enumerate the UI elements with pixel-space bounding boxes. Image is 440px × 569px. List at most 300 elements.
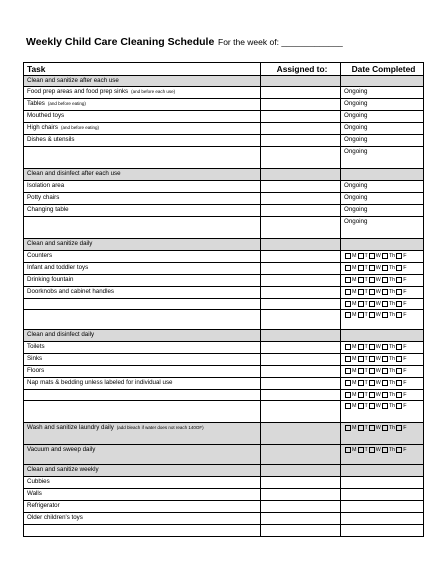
date-completed-cell[interactable] <box>341 99 424 111</box>
day-checkbox[interactable] <box>382 368 388 374</box>
day-label: T <box>364 312 368 318</box>
day-label: Th <box>388 289 396 295</box>
day-checkbox[interactable] <box>396 447 402 453</box>
task-note: (and before eating) <box>47 101 86 106</box>
day-checkbox[interactable] <box>358 368 364 374</box>
assigned-cell[interactable] <box>261 111 341 123</box>
assigned-cell[interactable] <box>261 330 341 342</box>
assigned-cell[interactable] <box>261 342 341 354</box>
task-cell <box>24 193 261 205</box>
section-label: Clean and sanitize weekly <box>27 466 99 473</box>
day-label: M <box>352 301 357 307</box>
day-label: F <box>403 380 407 386</box>
day-checkbox[interactable] <box>382 277 388 283</box>
day-checkbox[interactable] <box>396 312 402 318</box>
task-cell <box>24 169 261 181</box>
task-label: Counters <box>27 252 53 259</box>
day-checkbox[interactable] <box>396 253 402 259</box>
date-completed-cell[interactable] <box>341 287 424 299</box>
date-completed-cell[interactable] <box>341 330 424 342</box>
date-completed-cell[interactable] <box>341 147 424 169</box>
assigned-cell[interactable] <box>261 87 341 99</box>
section-label: Clean and sanitize daily <box>27 240 93 247</box>
day-checkbox[interactable] <box>345 277 351 283</box>
day-label: M <box>352 344 357 350</box>
day-checkbox[interactable] <box>358 344 364 350</box>
day-label: F <box>403 277 407 283</box>
date-completed-cell[interactable] <box>341 76 424 87</box>
day-checkbox[interactable] <box>396 265 402 271</box>
date-column-header: Date Completed <box>341 63 424 76</box>
assigned-cell[interactable] <box>261 169 341 181</box>
task-label: Floors <box>27 367 45 374</box>
task-cell <box>24 477 261 489</box>
assigned-cell[interactable] <box>261 193 341 205</box>
status-text: Ongoing <box>344 194 368 201</box>
assigned-cell[interactable] <box>261 366 341 378</box>
day-checkbox[interactable] <box>369 289 375 295</box>
task-note: (and before each use) <box>131 89 176 94</box>
day-checkbox[interactable] <box>358 380 364 386</box>
day-label: Th <box>388 277 396 283</box>
task-cell <box>24 123 261 135</box>
assigned-cell[interactable] <box>261 217 341 239</box>
date-completed-cell[interactable] <box>341 477 424 489</box>
day-label: M <box>352 403 357 409</box>
week-of-blank: _____________ <box>281 37 343 47</box>
assigned-cell[interactable] <box>261 287 341 299</box>
day-checkboxes <box>344 392 406 398</box>
day-label: M <box>352 265 357 271</box>
day-label: Th <box>388 392 396 398</box>
day-checkbox[interactable] <box>369 403 375 409</box>
day-checkbox[interactable] <box>358 301 364 307</box>
day-checkbox[interactable] <box>345 356 351 362</box>
date-completed-cell[interactable] <box>341 342 424 354</box>
day-checkbox[interactable] <box>369 265 375 271</box>
task-cell <box>24 330 261 342</box>
day-checkbox[interactable] <box>358 289 364 295</box>
day-label: Th <box>388 312 396 318</box>
section-row <box>24 239 424 251</box>
day-checkbox[interactable] <box>382 447 388 453</box>
day-label: T <box>364 253 368 259</box>
day-label: Th <box>388 425 396 431</box>
task-cell <box>24 275 261 287</box>
day-checkbox[interactable] <box>345 312 351 318</box>
assigned-cell[interactable] <box>261 513 341 525</box>
day-checkbox[interactable] <box>369 312 375 318</box>
date-completed-cell[interactable] <box>341 87 424 99</box>
day-checkbox[interactable] <box>358 356 364 362</box>
date-completed-cell[interactable] <box>341 123 424 135</box>
status-text: Ongoing <box>344 124 368 131</box>
task-label: Infant and toddler toys <box>27 264 89 271</box>
date-completed-cell[interactable] <box>341 489 424 501</box>
day-label: T <box>364 344 368 350</box>
cleaning-schedule-table <box>23 62 424 537</box>
task-label: Sinks <box>27 355 43 362</box>
day-checkbox[interactable] <box>369 277 375 283</box>
task-note: (add bleach if water does not reach 140OF) <box>116 425 204 430</box>
day-label: F <box>403 344 407 350</box>
table-row <box>24 87 424 99</box>
day-checkbox[interactable] <box>345 392 351 398</box>
day-label: Th <box>388 368 396 374</box>
assigned-cell[interactable] <box>261 205 341 217</box>
task-label: Cubbies <box>27 478 50 485</box>
day-checkbox[interactable] <box>358 265 364 271</box>
day-label: T <box>364 368 368 374</box>
day-label: W <box>375 356 381 362</box>
day-checkbox[interactable] <box>396 277 402 283</box>
day-checkbox[interactable] <box>382 425 388 431</box>
task-cell <box>24 489 261 501</box>
day-label: Th <box>388 403 396 409</box>
day-label: W <box>375 265 381 271</box>
date-completed-cell[interactable] <box>341 169 424 181</box>
assigned-cell[interactable] <box>261 76 341 87</box>
day-checkbox[interactable] <box>369 356 375 362</box>
day-checkbox[interactable] <box>382 265 388 271</box>
table-row <box>24 501 424 513</box>
day-label: W <box>375 447 381 453</box>
day-label: M <box>352 253 357 259</box>
date-completed-cell[interactable] <box>341 217 424 239</box>
task-cell <box>24 354 261 366</box>
day-checkboxes <box>344 425 406 431</box>
day-checkbox[interactable] <box>369 447 375 453</box>
day-label: M <box>352 289 357 295</box>
table-row <box>24 275 424 287</box>
day-checkboxes <box>344 368 406 374</box>
day-checkboxes <box>344 403 406 409</box>
day-checkbox[interactable] <box>345 447 351 453</box>
day-label: Th <box>388 301 396 307</box>
task-cell <box>24 445 261 465</box>
date-completed-cell[interactable] <box>341 111 424 123</box>
day-checkbox[interactable] <box>396 344 402 350</box>
date-completed-cell[interactable] <box>341 135 424 147</box>
section-label: Clean and disinfect after each use <box>27 170 121 177</box>
task-label: Older children's toys <box>27 514 83 521</box>
task-column-header: Task <box>24 63 261 76</box>
day-label: Th <box>388 253 396 259</box>
assigned-cell[interactable] <box>261 251 341 263</box>
date-completed-cell[interactable] <box>341 501 424 513</box>
day-checkbox[interactable] <box>345 265 351 271</box>
day-checkbox[interactable] <box>396 403 402 409</box>
date-completed-cell[interactable] <box>341 310 424 330</box>
task-note: (and before eating) <box>60 125 99 130</box>
task-cell <box>24 501 261 513</box>
day-label: T <box>364 289 368 295</box>
date-completed-cell[interactable] <box>341 354 424 366</box>
day-label: Th <box>388 356 396 362</box>
day-checkbox[interactable] <box>369 253 375 259</box>
day-label: T <box>364 447 368 453</box>
assigned-cell[interactable] <box>261 275 341 287</box>
day-label: F <box>403 447 407 453</box>
task-label: Changing table <box>27 206 69 213</box>
assigned-cell[interactable] <box>261 310 341 330</box>
assigned-cell[interactable] <box>261 489 341 501</box>
day-checkbox[interactable] <box>382 301 388 307</box>
section-row <box>24 169 424 181</box>
task-cell <box>24 390 261 401</box>
day-checkbox[interactable] <box>358 312 364 318</box>
day-label: W <box>375 380 381 386</box>
task-label: Potty chairs <box>27 194 60 201</box>
assigned-cell[interactable] <box>261 477 341 489</box>
table-row <box>24 390 424 401</box>
section-row <box>24 330 424 342</box>
day-checkbox[interactable] <box>382 253 388 259</box>
day-checkbox[interactable] <box>382 344 388 350</box>
date-completed-cell[interactable] <box>341 378 424 390</box>
day-label: F <box>403 301 407 307</box>
day-label: M <box>352 380 357 386</box>
day-checkbox[interactable] <box>369 368 375 374</box>
day-checkbox[interactable] <box>396 356 402 362</box>
day-checkboxes <box>344 253 406 259</box>
day-checkbox[interactable] <box>369 425 375 431</box>
day-checkbox[interactable] <box>396 425 402 431</box>
task-label: Drinking fountain <box>27 276 74 283</box>
day-label: M <box>352 368 357 374</box>
assigned-cell[interactable] <box>261 147 341 169</box>
date-completed-cell[interactable] <box>341 366 424 378</box>
day-checkbox[interactable] <box>345 289 351 295</box>
day-label: Th <box>388 447 396 453</box>
task-cell <box>24 205 261 217</box>
date-completed-cell[interactable] <box>341 390 424 401</box>
task-cell <box>24 525 261 537</box>
day-label: T <box>364 392 368 398</box>
day-checkboxes <box>344 344 406 350</box>
day-checkbox[interactable] <box>382 403 388 409</box>
day-label: M <box>352 312 357 318</box>
task-cell <box>24 423 261 445</box>
section-row <box>24 445 424 465</box>
day-checkbox[interactable] <box>369 301 375 307</box>
task-label: Refrigerator <box>27 502 60 509</box>
date-completed-cell[interactable] <box>341 401 424 423</box>
table-row <box>24 251 424 263</box>
day-checkbox[interactable] <box>382 380 388 386</box>
day-checkboxes <box>344 380 406 386</box>
task-cell <box>24 287 261 299</box>
day-checkbox[interactable] <box>345 403 351 409</box>
day-label: Th <box>388 265 396 271</box>
day-checkbox[interactable] <box>345 380 351 386</box>
assigned-cell[interactable] <box>261 263 341 275</box>
task-label: Toilets <box>27 343 45 350</box>
day-label: M <box>352 447 357 453</box>
task-cell <box>24 239 261 251</box>
date-completed-cell[interactable] <box>341 251 424 263</box>
day-checkbox[interactable] <box>396 289 402 295</box>
day-label: M <box>352 356 357 362</box>
assigned-cell[interactable] <box>261 181 341 193</box>
task-cell <box>24 299 261 310</box>
day-checkbox[interactable] <box>396 301 402 307</box>
assigned-cell[interactable] <box>261 123 341 135</box>
table-row <box>24 287 424 299</box>
day-label: W <box>375 403 381 409</box>
table-row <box>24 299 424 310</box>
assigned-cell[interactable] <box>261 501 341 513</box>
status-text: Ongoing <box>344 218 368 225</box>
assigned-cell[interactable] <box>261 525 341 537</box>
day-checkbox[interactable] <box>345 368 351 374</box>
day-checkbox[interactable] <box>382 392 388 398</box>
day-checkbox[interactable] <box>369 392 375 398</box>
assigned-cell[interactable] <box>261 445 341 465</box>
section-label: Clean and sanitize after each use <box>27 77 119 84</box>
day-label: M <box>352 392 357 398</box>
assigned-cell[interactable] <box>261 99 341 111</box>
status-text: Ongoing <box>344 100 368 107</box>
day-checkbox[interactable] <box>382 356 388 362</box>
day-label: F <box>403 265 407 271</box>
date-completed-cell[interactable] <box>341 181 424 193</box>
day-checkbox[interactable] <box>358 425 364 431</box>
table-row <box>24 217 424 239</box>
table-row <box>24 147 424 169</box>
day-checkboxes <box>344 301 406 307</box>
day-label: T <box>364 425 368 431</box>
status-text: Ongoing <box>344 112 368 119</box>
day-label: F <box>403 289 407 295</box>
date-completed-cell[interactable] <box>341 423 424 445</box>
task-label: Food prep areas and food prep sinks <box>27 88 129 95</box>
table-row <box>24 401 424 423</box>
table-row <box>24 513 424 525</box>
day-checkboxes <box>344 356 406 362</box>
day-checkbox[interactable] <box>369 380 375 386</box>
table-row <box>24 263 424 275</box>
task-cell <box>24 310 261 330</box>
day-checkbox[interactable] <box>358 403 364 409</box>
date-completed-cell[interactable] <box>341 239 424 251</box>
day-checkbox[interactable] <box>358 277 364 283</box>
day-checkbox[interactable] <box>358 392 364 398</box>
assigned-cell[interactable] <box>261 299 341 310</box>
assigned-cell[interactable] <box>261 239 341 251</box>
day-checkbox[interactable] <box>345 253 351 259</box>
task-cell <box>24 217 261 239</box>
day-label: W <box>375 392 381 398</box>
day-label: F <box>403 253 407 259</box>
date-completed-cell[interactable] <box>341 275 424 287</box>
day-checkbox[interactable] <box>382 312 388 318</box>
page-title: Weekly Child Care Cleaning Schedule <box>26 36 215 48</box>
week-of-label: For the week of: <box>218 37 279 47</box>
table-row <box>24 99 424 111</box>
day-label: W <box>375 253 381 259</box>
day-label: F <box>403 425 407 431</box>
assigned-cell[interactable] <box>261 135 341 147</box>
task-cell <box>24 342 261 354</box>
assigned-cell[interactable] <box>261 378 341 390</box>
table-row <box>24 477 424 489</box>
assigned-cell[interactable] <box>261 423 341 445</box>
date-completed-cell[interactable] <box>341 445 424 465</box>
table-row <box>24 310 424 330</box>
day-label: W <box>375 277 381 283</box>
table-row <box>24 366 424 378</box>
day-checkbox[interactable] <box>358 253 364 259</box>
date-completed-cell[interactable] <box>341 263 424 275</box>
page-header <box>26 36 426 52</box>
day-checkbox[interactable] <box>396 368 402 374</box>
day-label: F <box>403 392 407 398</box>
date-completed-cell[interactable] <box>341 299 424 310</box>
day-label: W <box>375 425 381 431</box>
day-checkbox[interactable] <box>358 447 364 453</box>
task-label: Nap mats & bedding unless labeled for individual use <box>27 379 173 386</box>
table-row <box>24 342 424 354</box>
date-completed-cell[interactable] <box>341 465 424 477</box>
section-row <box>24 76 424 87</box>
table-header-row <box>24 63 424 76</box>
assigned-cell[interactable] <box>261 390 341 401</box>
date-completed-cell[interactable] <box>341 205 424 217</box>
assigned-column-header: Assigned to: <box>261 63 341 76</box>
status-text: Ongoing <box>344 148 368 155</box>
day-checkboxes <box>344 289 406 295</box>
table-row <box>24 489 424 501</box>
status-text: Ongoing <box>344 136 368 143</box>
task-cell <box>24 147 261 169</box>
table-row <box>24 378 424 390</box>
day-label: T <box>364 277 368 283</box>
table-row <box>24 123 424 135</box>
day-label: Th <box>388 380 396 386</box>
task-label: Dishes & utensils <box>27 136 75 143</box>
day-checkbox[interactable] <box>369 344 375 350</box>
day-label: W <box>375 344 381 350</box>
day-checkbox[interactable] <box>345 301 351 307</box>
day-label: T <box>364 265 368 271</box>
day-checkbox[interactable] <box>396 392 402 398</box>
day-checkbox[interactable] <box>345 344 351 350</box>
date-completed-cell[interactable] <box>341 525 424 537</box>
table-row <box>24 111 424 123</box>
day-label: F <box>403 403 407 409</box>
date-completed-cell[interactable] <box>341 513 424 525</box>
day-checkbox[interactable] <box>382 289 388 295</box>
day-checkbox[interactable] <box>396 380 402 386</box>
day-label: T <box>364 356 368 362</box>
table-row <box>24 525 424 537</box>
day-checkboxes <box>344 447 406 453</box>
date-completed-cell[interactable] <box>341 193 424 205</box>
week-of-field[interactable] <box>218 37 343 47</box>
task-label: Walls <box>27 490 42 497</box>
day-label: F <box>403 356 407 362</box>
assigned-cell[interactable] <box>261 465 341 477</box>
day-checkbox[interactable] <box>345 425 351 431</box>
assigned-cell[interactable] <box>261 401 341 423</box>
table-row <box>24 205 424 217</box>
task-cell <box>24 513 261 525</box>
day-label: T <box>364 301 368 307</box>
table-row <box>24 193 424 205</box>
section-label: Clean and disinfect daily <box>27 331 95 338</box>
assigned-cell[interactable] <box>261 354 341 366</box>
